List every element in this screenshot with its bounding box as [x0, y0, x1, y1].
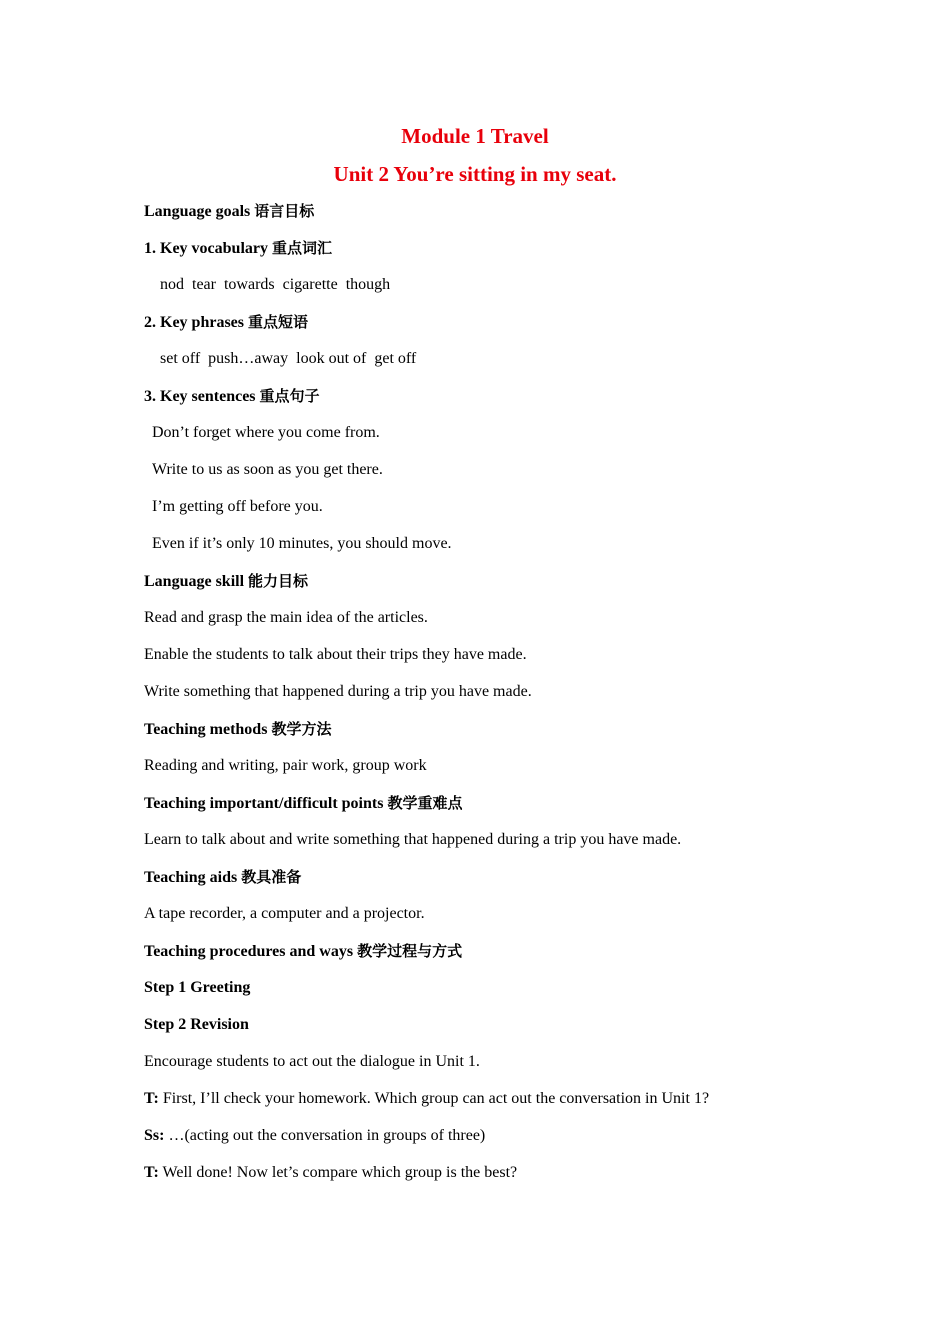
- language-skill-item: Read and grasp the main idea of the articles.: [144, 609, 428, 626]
- key-vocabulary-heading: [144, 237, 332, 260]
- heading-en: Teaching important/difficult points: [144, 795, 384, 812]
- teaching-aids-text: A tape recorder, a computer and a projector.: [144, 905, 425, 922]
- heading-en: 3. Key sentences: [144, 388, 256, 405]
- heading-cn: 能力目标: [248, 572, 309, 590]
- heading-cn: 教学重难点: [387, 794, 463, 812]
- heading-cn: 教学过程与方式: [357, 942, 463, 960]
- key-sentence: Even if it’s only 10 minutes, you should move.: [152, 535, 452, 552]
- unit-title: Unit 2 You’re sitting in my seat.: [333, 162, 617, 186]
- step-heading: Step 2 Revision: [144, 1016, 249, 1033]
- module-title: Module 1 Travel: [401, 124, 549, 148]
- heading-en: Language goals: [144, 203, 251, 220]
- dialogue-text: Well done! Now let’s compare which group is the best?: [158, 1164, 518, 1181]
- speaker-label: Ss:: [144, 1127, 165, 1144]
- speaker-label: T:: [144, 1090, 159, 1107]
- heading-en: Language skill: [144, 573, 245, 590]
- heading-en: Teaching procedures and ways: [144, 943, 354, 960]
- language-skill-heading: [144, 570, 308, 593]
- heading-cn: 重点句子: [259, 387, 320, 405]
- heading-cn: 重点短语: [248, 313, 309, 331]
- heading-en: Teaching aids: [144, 869, 238, 886]
- teaching-procedures-heading: [144, 940, 462, 963]
- key-sentence: Don’t forget where you come from.: [152, 424, 380, 441]
- speaker-label: T:: [144, 1164, 159, 1181]
- key-sentence: Write to us as soon as you get there.: [152, 461, 383, 478]
- dialogue-line: [144, 1162, 517, 1184]
- dialogue-line: [144, 1088, 709, 1110]
- heading-cn: 教具准备: [241, 868, 302, 886]
- heading-cn: 教学方法: [271, 720, 332, 738]
- heading-cn: 语言目标: [254, 202, 315, 220]
- language-skill-item: Enable the students to talk about their trips they have made.: [144, 646, 527, 663]
- heading-en: 1. Key vocabulary: [144, 240, 268, 257]
- teaching-points-text: Learn to talk about and write something that happened during a trip you have made.: [144, 831, 682, 848]
- heading-cn: 重点词汇: [272, 239, 333, 257]
- key-sentences-heading: [144, 385, 320, 408]
- dialogue-text: First, I’ll check your homework. Which group can act out the conversation in Unit 1?: [158, 1090, 710, 1107]
- language-goals-heading: [144, 200, 314, 223]
- teaching-methods-heading: [144, 718, 331, 741]
- dialogue-text: …(acting out the conversation in groups of three): [164, 1127, 486, 1144]
- key-vocabulary-items: nod tear towards cigarette though: [160, 276, 391, 293]
- key-sentence: I’m getting off before you.: [152, 498, 323, 515]
- teaching-points-heading: [144, 792, 462, 815]
- heading-en: Teaching methods: [144, 721, 268, 738]
- key-phrases-heading: [144, 311, 308, 334]
- dialogue-line: [144, 1125, 485, 1147]
- key-phrases-items: set off push…away look out of get off: [160, 350, 417, 367]
- teaching-methods-text: Reading and writing, pair work, group work: [144, 757, 427, 774]
- revision-intro: Encourage students to act out the dialogue in Unit 1.: [144, 1053, 480, 1070]
- step-heading: Step 1 Greeting: [144, 979, 251, 996]
- teaching-aids-heading: [144, 866, 301, 889]
- language-skill-item: Write something that happened during a trip you have made.: [144, 683, 532, 700]
- heading-en: 2. Key phrases: [144, 314, 244, 331]
